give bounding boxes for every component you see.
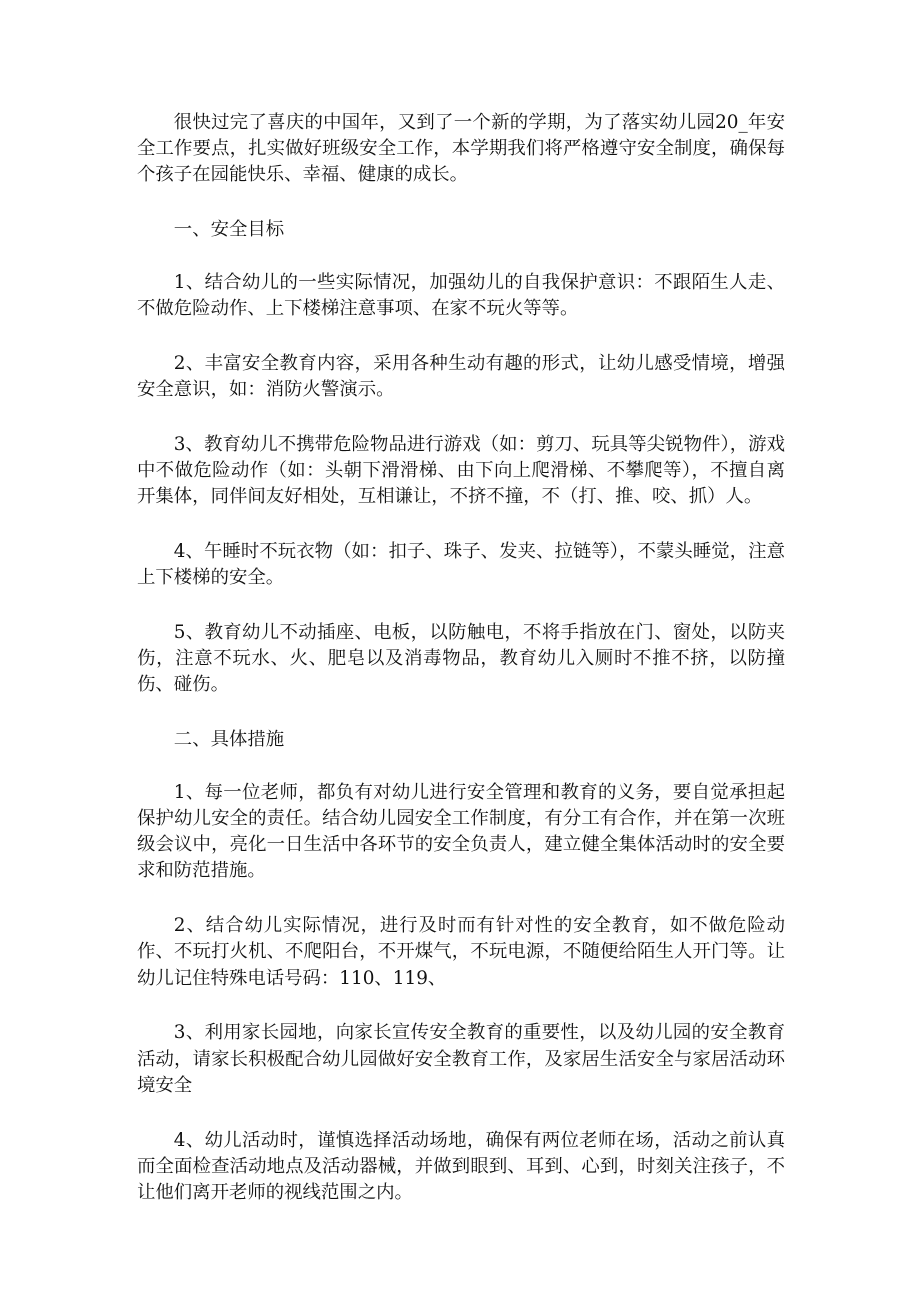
safety-goal-item: 4、午睡时不玩衣物（如：扣子、珠子、发夹、拉链等），不蒙头睡觉，注意上下楼梯的安全。 <box>137 541 785 589</box>
measure-item: 1、每一位老师，都负有对幼儿进行安全管理和教育的义务，要自觉承担起保护幼儿安全的责任。结合幼儿园安全工作制度，有分工有合作，并在第一次班级会议中，亮化一日生活中各环节的安全负责人，建立健全集体活动时的安全要求和防范措施。 <box>137 781 785 882</box>
safety-goal-item: 5、教育幼儿不动插座、电板，以防触电，不将手指放在门、窗处，以防夹伤，注意不玩水、火、肥皂以及消毒物品，教育幼儿入厕时不推不挤，以防撞伤、碰伤。 <box>137 622 785 696</box>
safety-goal-item: 2、丰富安全教育内容，采用各种生动有趣的形式，让幼儿感受情境，增强安全意识，如：消防火警演示。 <box>137 352 785 400</box>
document-page <box>137 110 785 1235</box>
safety-goal-item: 3、教育幼儿不携带危险物品进行游戏（如：剪刀、玩具等尖锐物件），游戏中不做危险动作（如：头朝下滑滑梯、由下向上爬滑梯、不攀爬等），不擅自离开集体，同伴间友好相处，互相谦让，不挤不撞，不（打、推、咬、抓）人。 <box>137 433 785 508</box>
section-heading-measures: 二、具体措施 <box>173 729 285 751</box>
measure-item: 2、结合幼儿实际情况，进行及时而有针对性的安全教育，如不做危险动作、不玩打火机、不爬阳台，不开煤气，不玩电源，不随便给陌生人开门等。让幼儿记住特殊电话号码：110、119、 <box>137 915 785 989</box>
measure-item: 4、幼儿活动时，谨慎选择活动场地，确保有两位老师在场，活动之前认真而全面检查活动地点及活动器械，并做到眼到、耳到、心到，时刻关注孩子，不让他们离开老师的视线范围之内。 <box>137 1129 785 1204</box>
measure-item: 3、利用家长园地，向家长宣传安全教育的重要性，以及幼儿园的安全教育活动，请家长积极配合幼儿园做好安全教育工作，及家居生活安全与家居活动环境安全 <box>137 1022 785 1096</box>
safety-goal-item: 1、结合幼儿的一些实际情况，加强幼儿的自我保护意识：不跟陌生人走、不做危险动作、上下楼梯注意事项、在家不玩火等等。 <box>137 271 785 319</box>
section-heading-safety-goals: 一、安全目标 <box>173 219 285 241</box>
intro-paragraph: 很快过完了喜庆的中国年，又到了一个新的学期，为了落实幼儿园20_年安全工作要点，扎实做好班级安全工作，本学期我们将严格遵守安全制度，确保每个孩子在园能快乐、幸福、健康的成长。 <box>137 112 785 186</box>
